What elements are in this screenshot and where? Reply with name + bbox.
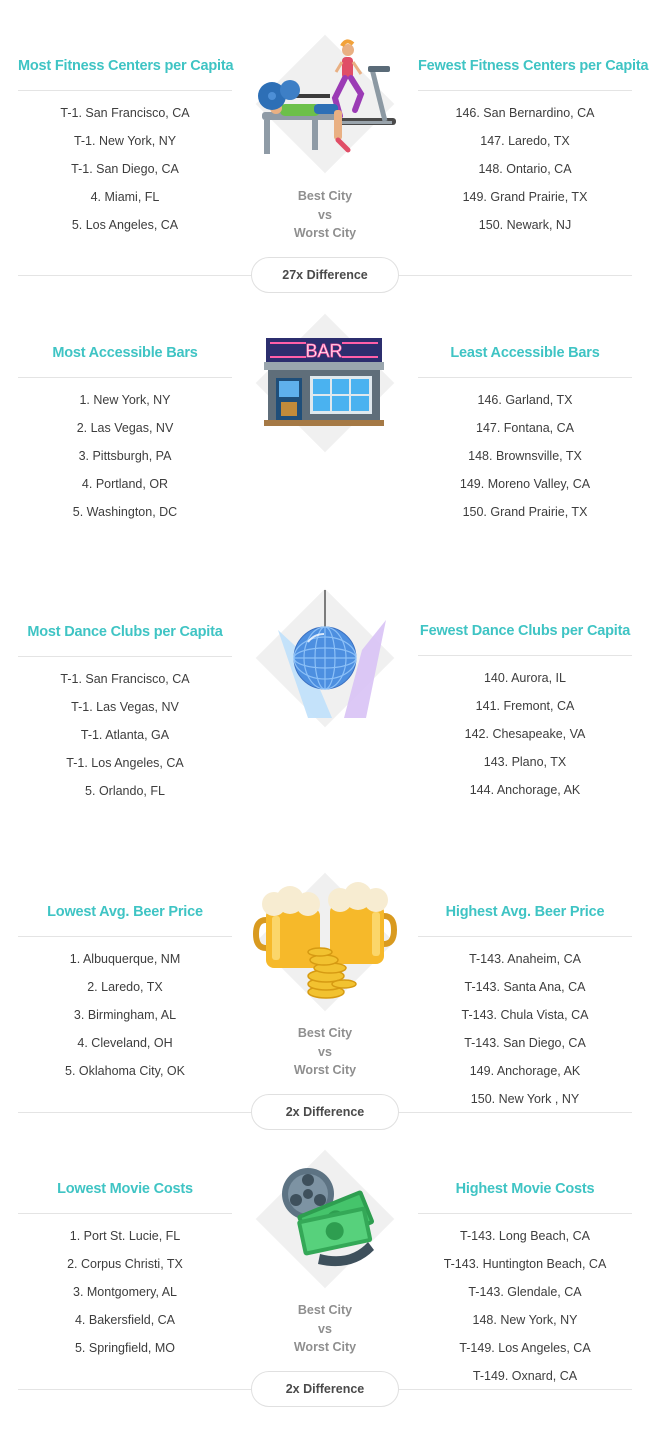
column-heading: Fewest Dance Clubs per Capita	[419, 623, 631, 639]
list-item: T-1. Las Vegas, NV	[71, 700, 179, 714]
list-item: 4. Portland, OR	[81, 477, 169, 491]
list-item: 142. Chesapeake, VA	[464, 727, 586, 741]
list-item: 2. Laredo, TX	[87, 980, 163, 994]
list-item: 146. Garland, TX	[477, 393, 573, 407]
list-item: 4. Bakersfield, CA	[74, 1313, 176, 1327]
list-item: 150. Grand Prairie, TX	[462, 505, 588, 519]
list-item: T-1. Atlanta, GA	[80, 728, 170, 742]
list-item: T-1. Los Angeles, CA	[66, 756, 184, 770]
disco-ball-icon	[250, 590, 400, 720]
movie-money-icon	[250, 1152, 400, 1282]
divider	[418, 936, 632, 937]
list-item: T-143. Chula Vista, CA	[461, 1008, 589, 1022]
list-item: T-143. San Diego, CA	[464, 1036, 586, 1050]
list-item: 146. San Bernardino, CA	[455, 106, 595, 120]
list-item: 150. Newark, NJ	[478, 218, 572, 232]
highest-movie-costs-column	[418, 1174, 632, 1390]
worst-city-label: Worst City	[293, 226, 357, 240]
divider	[418, 90, 632, 91]
list-item: 4. Cleveland, OH	[77, 1036, 173, 1050]
list-item: T-143. Santa Ana, CA	[464, 980, 586, 994]
divider	[418, 1213, 632, 1214]
column-heading: Highest Avg. Beer Price	[445, 904, 605, 920]
list-item: 149. Anchorage, AK	[469, 1064, 581, 1078]
divider	[18, 377, 232, 378]
beer-icon	[250, 874, 400, 1004]
list-item: T-143. Glendale, CA	[468, 1285, 582, 1299]
list-item: 3. Montgomery, AL	[73, 1285, 177, 1299]
list-item: 5. Oklahoma City, OK	[65, 1064, 185, 1078]
divider	[18, 1213, 232, 1214]
list-item: 5. Orlando, FL	[85, 784, 165, 798]
list-item: 1. Port St. Lucie, FL	[69, 1229, 181, 1243]
column-heading: Most Fitness Centers per Capita	[18, 58, 234, 74]
list-item: 3. Pittsburgh, PA	[78, 449, 172, 463]
list-item: T-1. San Diego, CA	[71, 162, 179, 176]
column-heading: Lowest Movie Costs	[57, 1181, 193, 1197]
bar-icon	[250, 318, 400, 448]
list-item: 148. Ontario, CA	[478, 162, 572, 176]
best-vs-worst-label	[265, 1301, 385, 1357]
most-accessible-bars-column	[18, 338, 232, 526]
vs-label: vs	[318, 1321, 332, 1336]
divider	[18, 936, 232, 937]
list-item: T-1. New York, NY	[73, 134, 177, 148]
vs-label: vs	[318, 1044, 332, 1059]
vs-label: vs	[318, 207, 332, 222]
highest-beer-price-column	[418, 897, 632, 1113]
lowest-movie-costs-column	[18, 1174, 232, 1362]
divider	[18, 656, 232, 657]
list-item: 150. New York , NY	[470, 1092, 580, 1106]
list-item: T-149. Oxnard, CA	[472, 1369, 578, 1383]
list-item: 1. Albuquerque, NM	[69, 952, 181, 966]
list-item: T-143. Long Beach, CA	[460, 1229, 590, 1243]
best-city-label: Best City	[297, 1026, 353, 1040]
list-item: 148. Brownsville, TX	[468, 449, 582, 463]
list-item: T-149. Los Angeles, CA	[459, 1341, 591, 1355]
list-item: T-143. Anaheim, CA	[469, 952, 581, 966]
column-heading: Lowest Avg. Beer Price	[47, 904, 203, 920]
column-heading: Least Accessible Bars	[450, 345, 600, 361]
list-item: 3. Birmingham, AL	[73, 1008, 177, 1022]
list-item: T-143. Huntington Beach, CA	[443, 1257, 607, 1271]
least-accessible-bars-column	[418, 338, 632, 526]
column-heading: Highest Movie Costs	[455, 1181, 595, 1197]
fewest-dance-clubs-column	[418, 616, 632, 804]
list-item: 143. Plano, TX	[483, 755, 567, 769]
list-item: 2. Corpus Christi, TX	[67, 1257, 183, 1271]
list-item: 148. New York, NY	[472, 1313, 578, 1327]
list-item: 147. Fontana, CA	[476, 421, 574, 435]
divider	[418, 377, 632, 378]
list-item: 141. Fremont, CA	[475, 699, 575, 713]
best-city-label: Best City	[297, 1303, 353, 1317]
best-vs-worst-label	[265, 1024, 385, 1080]
most-dance-clubs-column	[18, 617, 232, 805]
difference-badge: 27x Difference	[251, 257, 399, 293]
gym-icon	[250, 38, 400, 168]
difference-badge: 2x Difference	[251, 1094, 399, 1130]
most-fitness-column	[18, 51, 232, 239]
list-item: 140. Aurora, IL	[483, 671, 566, 685]
worst-city-label: Worst City	[293, 1063, 357, 1077]
list-item: 149. Moreno Valley, CA	[459, 477, 591, 491]
column-heading: Fewest Fitness Centers per Capita	[418, 58, 649, 74]
list-item: 5. Washington, DC	[72, 505, 178, 519]
worst-city-label: Worst City	[293, 1340, 357, 1354]
list-item: 4. Miami, FL	[90, 190, 160, 204]
list-item: 1. New York, NY	[79, 393, 171, 407]
lowest-beer-price-column	[18, 897, 232, 1085]
best-city-label: Best City	[297, 189, 353, 203]
divider	[418, 655, 632, 656]
list-item: 149. Grand Prairie, TX	[462, 190, 588, 204]
bar-sign-text: BAR	[305, 341, 343, 361]
fewest-fitness-column	[418, 51, 649, 239]
column-heading: Most Accessible Bars	[52, 345, 198, 361]
divider	[18, 90, 232, 91]
difference-badge: 2x Difference	[251, 1371, 399, 1407]
list-item: T-1. San Francisco, CA	[60, 106, 190, 120]
list-item: 5. Springfield, MO	[74, 1341, 176, 1355]
list-item: 144. Anchorage, AK	[469, 783, 581, 797]
list-item: 147. Laredo, TX	[480, 134, 570, 148]
column-heading: Most Dance Clubs per Capita	[27, 624, 223, 640]
best-vs-worst-label	[265, 187, 385, 243]
list-item: T-1. San Francisco, CA	[60, 672, 190, 686]
list-item: 5. Los Angeles, CA	[71, 218, 179, 232]
list-item: 2. Las Vegas, NV	[76, 421, 174, 435]
